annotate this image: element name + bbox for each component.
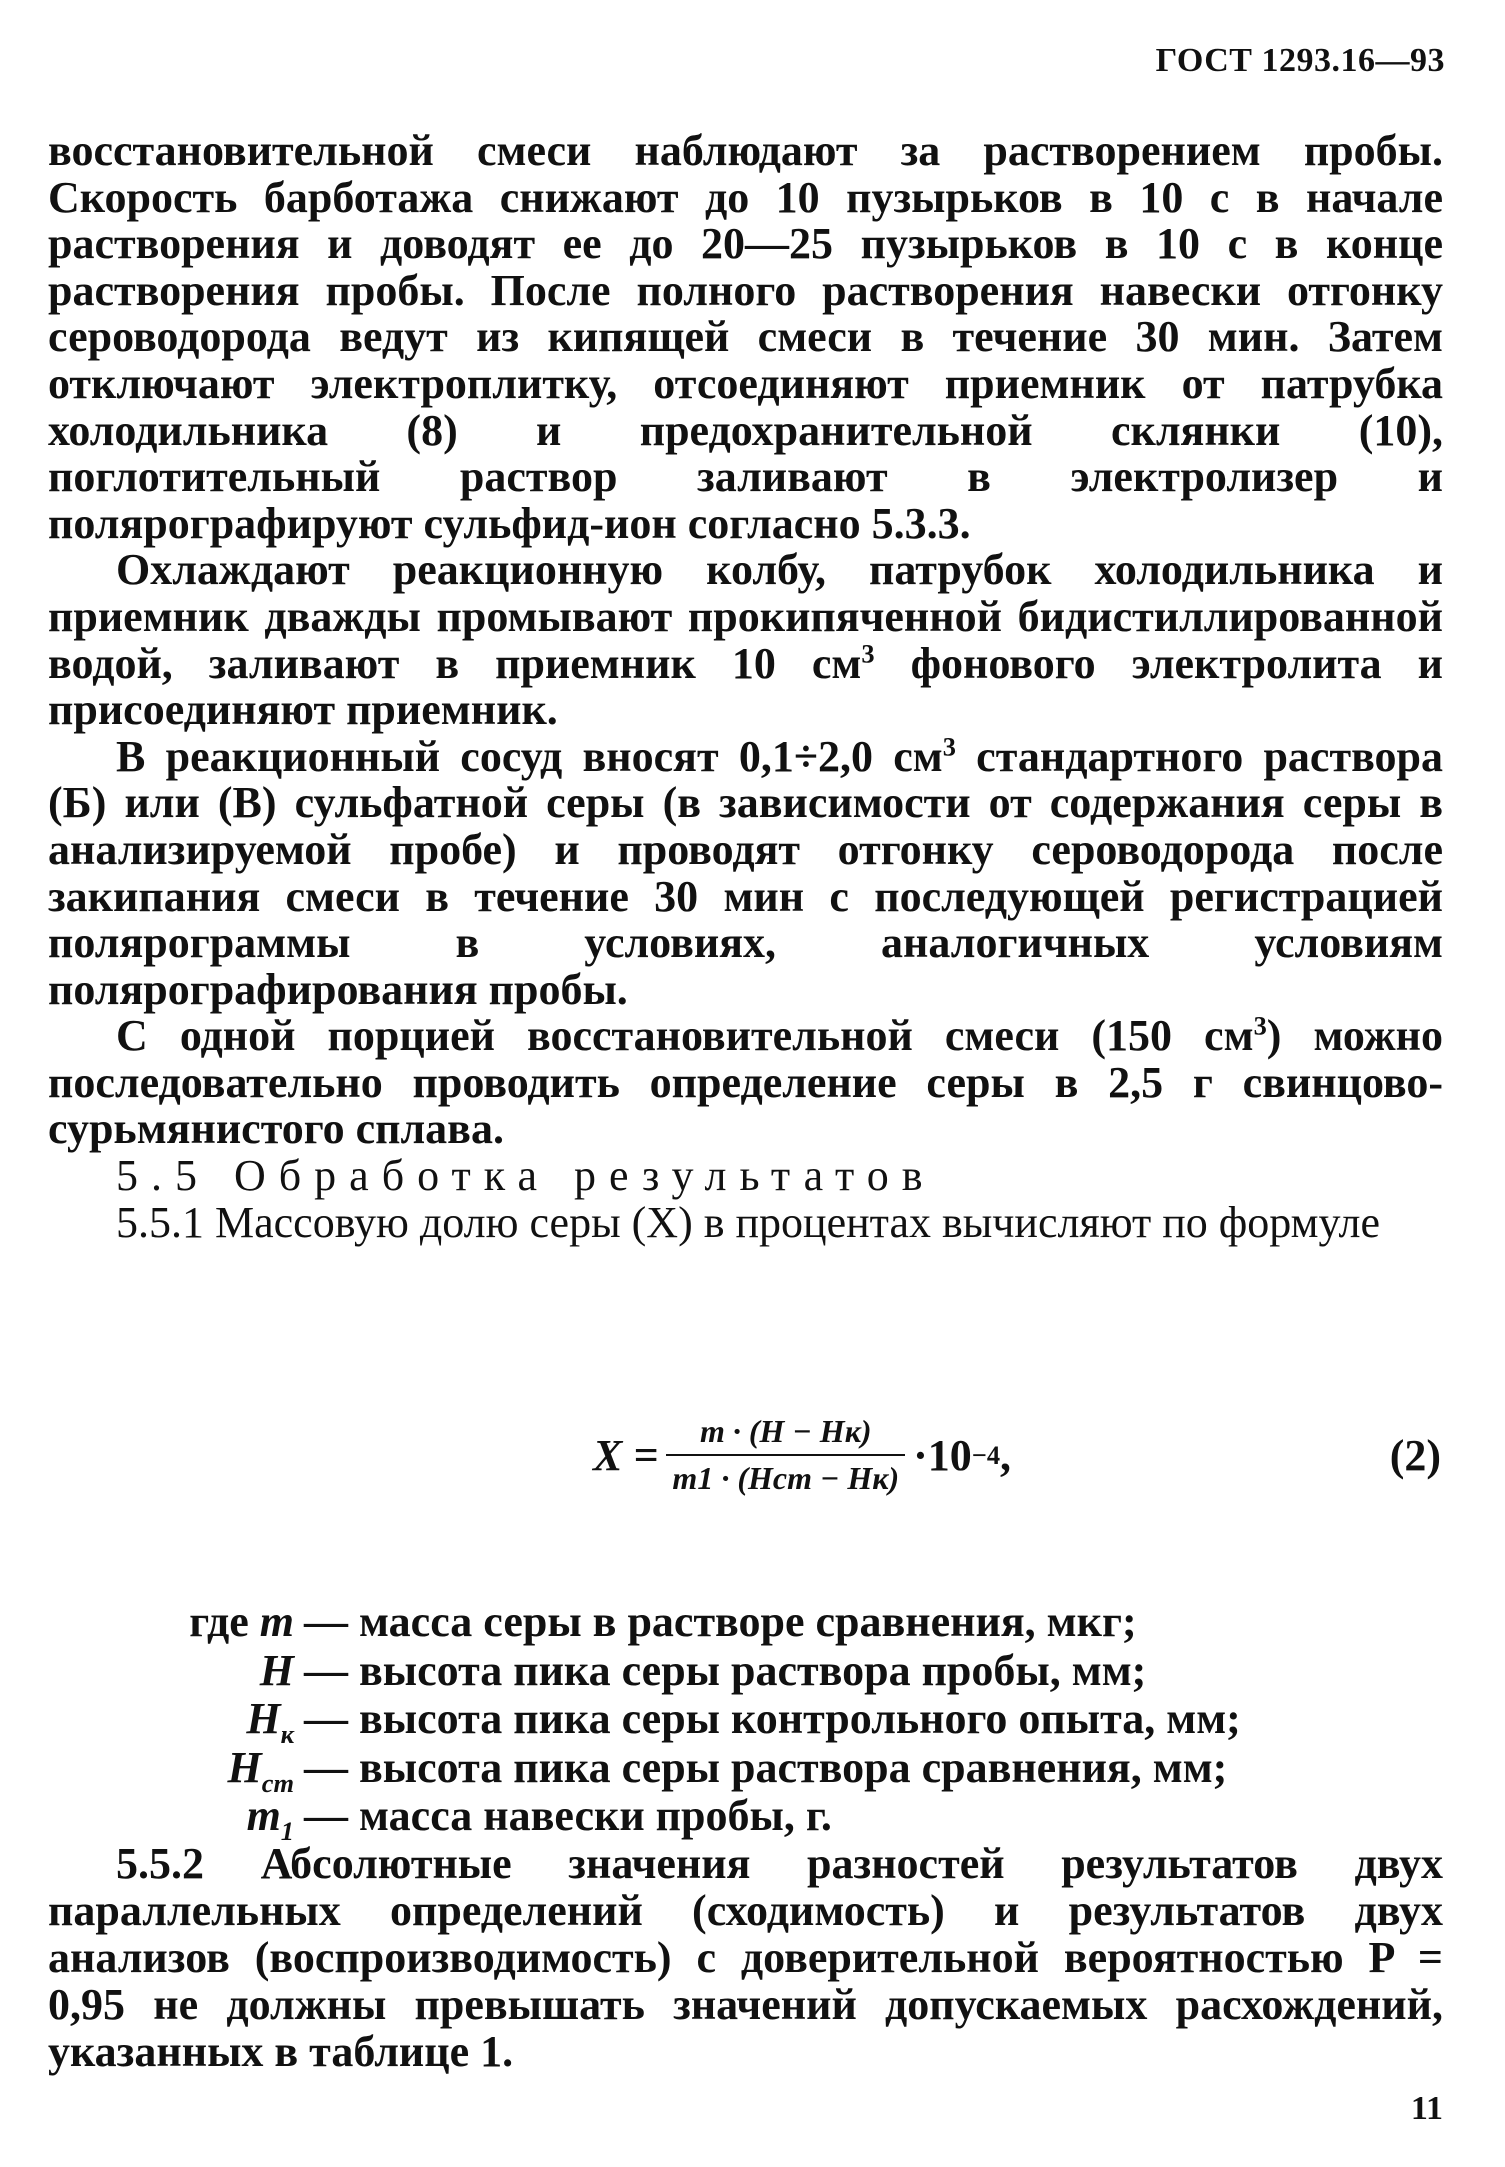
legend-intro: где [189, 1597, 249, 1646]
legend-symbol [48, 1694, 304, 1749]
formula-lhs: X = [593, 1430, 659, 1480]
paragraph-1: восстановительной смеси наблюдают за растворением пробы. Скорость барботажа снижают до 10 пузырьков в 10 с в начале растворения и доводят ее до 20—25 пузырьков в 10 с в конце растворения пробы. После полного растворения навески отгонку сероводорода ведут из кипящей смеси в течение 30 мин. Затем отключают электроплитку, отсоединяют приемник от патрубка холодильника (8) и предохранительной склянки (10), поглотительный раствор заливают в электролизер и полярографируют сульфид-ион согласно 5.3.3. [48, 126, 1443, 548]
legend-symbol [48, 1647, 304, 1696]
legend-text: — высота пика серы раствора сравнения, мм; [304, 1742, 1228, 1792]
formula: X = $\frac{m \cdot (H - Hк)}{\text{m1 · (Hст − Hк)}}$ ·10 −4 , [593, 1413, 1012, 1496]
legend-text: — высота пика серы раствора пробы, мм; [304, 1645, 1147, 1695]
legend-symbol [48, 1791, 304, 1846]
formula-fraction [666, 1413, 905, 1497]
legend-symbol-letter: m [246, 1791, 281, 1840]
paragraph-2-sup: 3 [861, 637, 875, 668]
page-number: 11 [1410, 2090, 1443, 2127]
paragraph-2-text-a: Охлаждают реакционную колбу, патрубок холодильника и приемник дважды промывают прокипяченной бидистиллированной водой, заливают в приемник 10 см [48, 545, 1443, 688]
equation-number: (2) [1389, 1431, 1441, 1480]
paragraph-3-sup: 3 [942, 731, 956, 762]
paragraph-3-text-a: В реакционный сосуд вносят 0,1÷2,0 см [116, 731, 943, 781]
paragraph-6: 5.5.2 Абсолютные значения разностей результатов двух параллельных определений (сходимость) и результатов двух анализов (воспроизводимость) с доверительной вероятностью P = 0,95 не должны превышать значений допускаемых расхождений, указанных в таблице 1. [48, 1839, 1443, 2076]
legend-symbol-sub: к [280, 1718, 294, 1749]
legend-item [48, 1598, 1443, 1647]
standard-header: ГОСТ 1293.16—93 [1155, 42, 1445, 79]
legend-text: — высота пика серы контрольного опыта, мм; [304, 1694, 1241, 1743]
formula-numerator: m · (H − Hк) [699, 1413, 872, 1449]
paragraph-3-text-b: стандартного раствора (Б) или (В) сульфатной серы (в зависимости от содержания серы в анализируемой пробе) и проводят отгонку сероводорода после закипания смеси в течение 30 мин с последующей регистрацией полярограммы в условиях, аналогичных условиям полярографирования пробы. [48, 731, 1444, 1014]
legend-symbol [48, 1742, 304, 1798]
formula-trailing: , [1000, 1430, 1012, 1480]
legend-item [48, 1791, 1443, 1846]
legend-item [48, 1647, 1443, 1696]
legend-symbol-letter: m [259, 1597, 294, 1646]
legend-item [48, 1742, 1443, 1798]
section-heading: 5.5 Обработка результатов [116, 1151, 936, 1201]
legend-text: — масса навески пробы, г. [304, 1791, 832, 1840]
paragraph-3 [48, 731, 1444, 1014]
paragraph-4-sup: 3 [1253, 1010, 1267, 1041]
formula-factor: ·10 [913, 1430, 972, 1480]
paragraph-2-text-b: фонового электролита и присоединяют приемник. [48, 638, 1443, 735]
formula-denominator: m1 · (Hст − Hк) [666, 1454, 905, 1497]
legend-text: — масса серы в растворе сравнения, мкг; [304, 1597, 1137, 1646]
formula-legend [48, 1597, 1443, 1846]
tail-text [48, 1840, 1443, 2075]
legend-symbol [48, 1598, 304, 1647]
legend-symbol-sub: ст [261, 1767, 294, 1798]
legend-item [48, 1694, 1443, 1749]
legend-symbol-sub: 1 [280, 1815, 294, 1846]
paragraph-4-text-b: ) можно последовательно проводить определение серы в 2,5 г свинцово-сурьмянистого сплава. [48, 1011, 1444, 1154]
legend-symbol-letter: H [259, 1645, 294, 1695]
paragraph-5: 5.5.1 Массовую долю серы (X) в процентах вычисляют по формуле [116, 1197, 1381, 1247]
paragraph-4 [48, 1010, 1444, 1154]
paragraph-2 [48, 547, 1443, 733]
formula-block [48, 1395, 1443, 1515]
paragraph-4-text-a: С одной порцией восстановительной смеси (150 см [116, 1011, 1254, 1061]
body-text [48, 128, 1443, 1246]
legend-symbol-letter: H [246, 1694, 281, 1743]
legend-symbol-letter: H [227, 1742, 262, 1792]
